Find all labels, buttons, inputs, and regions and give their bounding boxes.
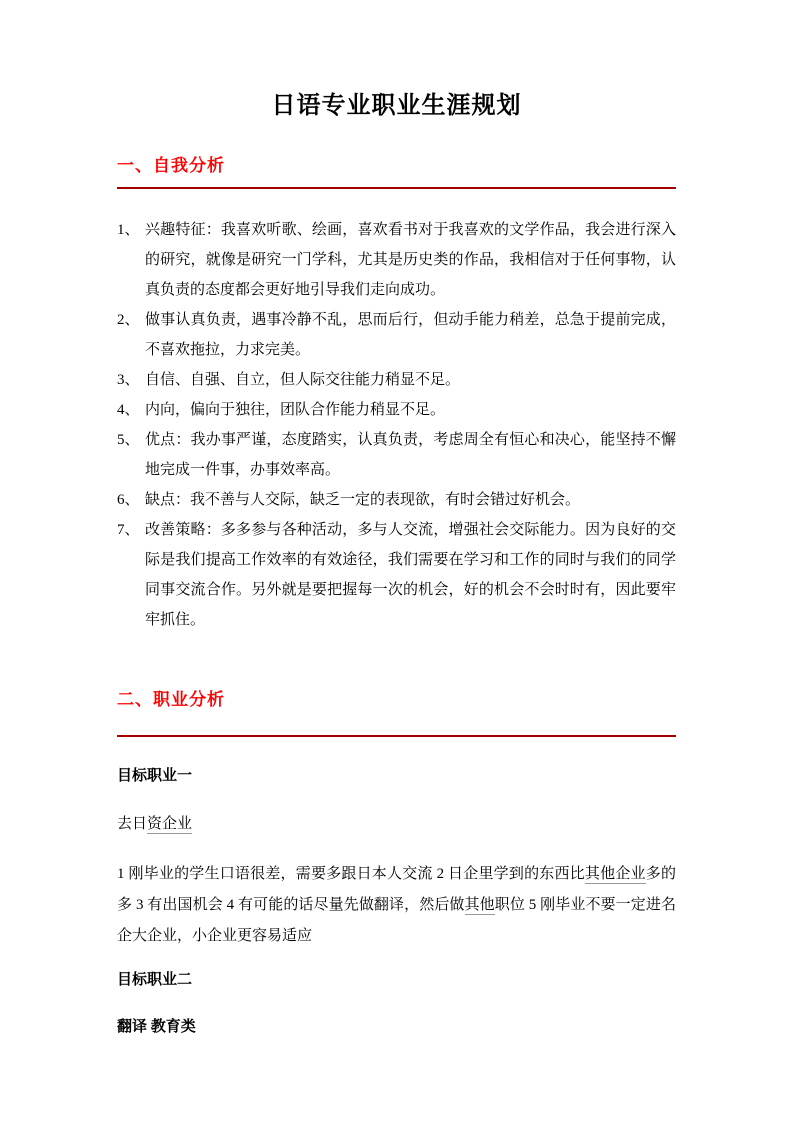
section-2-divider: [117, 735, 676, 737]
paragraph-segment: 多的多 3 有出国机会 4 有可能的话尽量先做翻译，然后做: [117, 866, 676, 913]
section-1-divider: [117, 187, 676, 189]
list-item-text: 优点：我办事严谨，态度踏实，认真负责，考虑周全有恒心和决心，能坚持不懈地完成一件事，办事效率高。: [145, 432, 676, 478]
section-1-heading: 一、自我分析: [117, 156, 225, 175]
list-item-text: 缺点：我不善与人交际，缺乏一定的表现欲，有时会错过好机会。: [145, 492, 581, 508]
list-item: [117, 365, 676, 395]
list-item-number: 6、: [117, 492, 140, 508]
target-career-2-value: 翻译 教育类: [117, 1019, 196, 1035]
target-career-2-label: 目标职业二: [117, 972, 193, 988]
list-item-number: 4、: [117, 402, 140, 418]
list-item-text: 兴趣特征：我喜欢听歌、绘画，喜欢看书对于我喜欢的文学作品，我会进行深入的研究，就像是研究一门学科，尤其是历史类的作品，我相信对于任何事物，认真负责的态度都会更好地引导我们走向成功。: [145, 222, 676, 298]
section-2-heading: 二、职业分析: [117, 690, 225, 709]
list-item: [117, 425, 676, 485]
list-item-number: 1、: [117, 222, 140, 238]
list-item: [117, 215, 676, 305]
target-career-1-value: [117, 814, 676, 834]
list-item-number: 2、: [117, 312, 140, 328]
list-item-text: 做事认真负责，遇事冷静不乱，思而后行，但动手能力稍差，总急于提前完成，不喜欢拖拉，力求完美。: [145, 312, 676, 358]
career-notes-paragraph: [117, 859, 676, 952]
target-career-1-label: 目标职业一: [117, 768, 193, 784]
paragraph-segment-underlined: 其他: [464, 897, 495, 913]
list-item: [117, 515, 676, 635]
target-career-1-underlined: 资企业: [147, 816, 193, 832]
list-item-text: 自信、自强、自立，但人际交往能力稍显不足。: [145, 372, 461, 388]
target-career-1-plain: 去日: [117, 816, 148, 832]
list-item: [117, 395, 676, 425]
paragraph-segment-underlined: 其他企业: [584, 866, 646, 882]
self-analysis-list: [117, 215, 676, 635]
list-item: [117, 305, 676, 365]
doc-title: 日语专业职业生涯规划: [271, 93, 522, 119]
list-item-number: 5、: [117, 432, 140, 448]
paragraph-segment: 职位 5 刚毕业不要一定进名企大企业，小企业更容易适应: [117, 897, 676, 944]
list-item-number: 7、: [117, 522, 140, 538]
paragraph-segment: 1 刚毕业的学生口语很差，需要多跟日本人交流 2 日企里学到的东西比: [117, 866, 585, 882]
list-item-text: 内向，偏向于独往，团队合作能力稍显不足。: [145, 402, 446, 418]
list-item-number: 3、: [117, 372, 140, 388]
list-item: [117, 485, 676, 515]
list-item-text: 改善策略：多多参与各种活动，多与人交流，增强社会交际能力。因为良好的交际是我们提高工作效率的有效途径，我们需要在学习和工作的同时与我们的同学同事交流合作。另外就是要把握每一次的机会，好的机会不会时时有，因此要牢牢抓住。: [145, 522, 676, 628]
